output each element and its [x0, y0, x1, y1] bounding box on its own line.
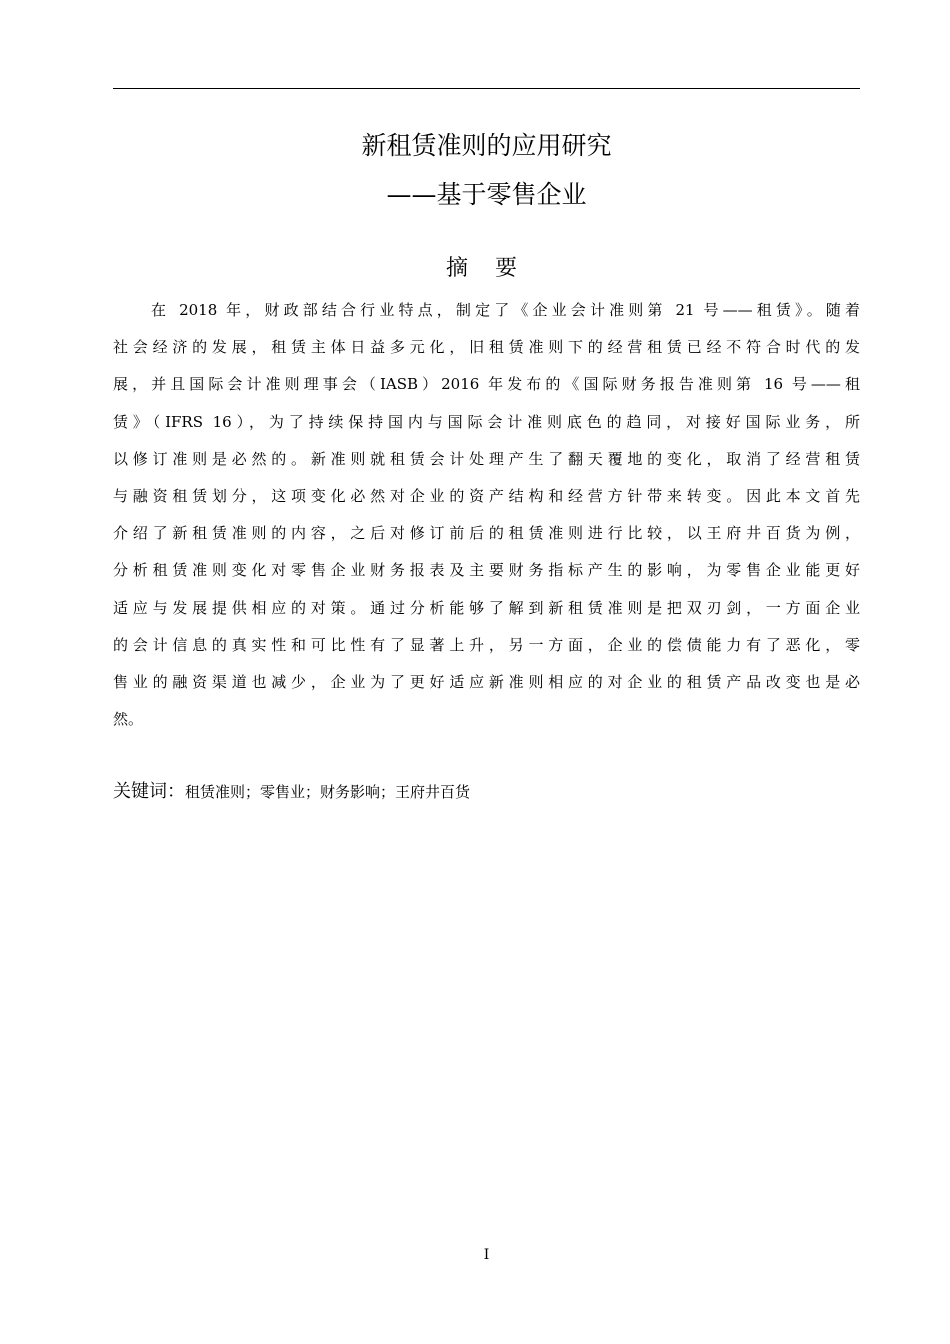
abstract-line: 赁》（IFRS 16），为了持续保持国内与国际会计准则底色的趋同，对接好国际业务，所 — [113, 412, 860, 431]
abstract-body — [113, 292, 860, 738]
abstract-line: 分析租赁准则变化对零售企业财务报表及主要财务指标产生的影响，为零售企业能更好 — [113, 561, 860, 580]
page-number: I — [483, 1247, 490, 1263]
abstract-line: 在 2018 年，财政部结合行业特点，制定了《企业会计准则第 21 号——租赁》。随着 — [151, 301, 860, 319]
thesis-subtitle: ——基于零售企业 — [386, 180, 587, 209]
abstract-line: 展，并且国际会计准则理事会（IASB）2016 年发布的《国际财务报告准则第 16 号——租 — [113, 375, 860, 394]
abstract-line: 与融资租赁划分，这项变化必然对企业的资产结构和经营方针带来转变。因此本文首先 — [113, 486, 860, 505]
keywords-value: 租赁准则；零售业；财务影响；王府井百货 — [185, 783, 471, 801]
abstract-line: 社会经济的发展，租赁主体日益多元化，旧租赁准则下的经营租赁已经不符合时代的发 — [113, 338, 860, 357]
abstract-line: 的会计信息的真实性和可比性有了显著上升，另一方面，企业的偿债能力有了恶化，零 — [113, 635, 860, 654]
abstract-line: 然。 — [113, 710, 144, 729]
abstract-line: 售业的融资渠道也减少，企业为了更好适应新准则相应的对企业的租赁产品改变也是必 — [113, 672, 860, 691]
keywords — [113, 778, 860, 806]
header-rule — [113, 88, 860, 89]
keywords-label: 关键词： — [113, 781, 185, 802]
abstract-heading: 摘 要 — [446, 256, 527, 281]
thesis-title: 新租赁准则的应用研究 — [361, 131, 612, 160]
abstract-line: 以修订准则是必然的。新准则就租赁会计处理产生了翻天覆地的变化，取消了经营租赁 — [113, 449, 860, 468]
abstract-line: 介绍了新租赁准则的内容，之后对修订前后的租赁准则进行比较，以王府井百货为例， — [113, 524, 860, 543]
abstract-line: 适应与发展提供相应的对策。通过分析能够了解到新租赁准则是把双刃剑，一方面企业 — [113, 598, 860, 617]
